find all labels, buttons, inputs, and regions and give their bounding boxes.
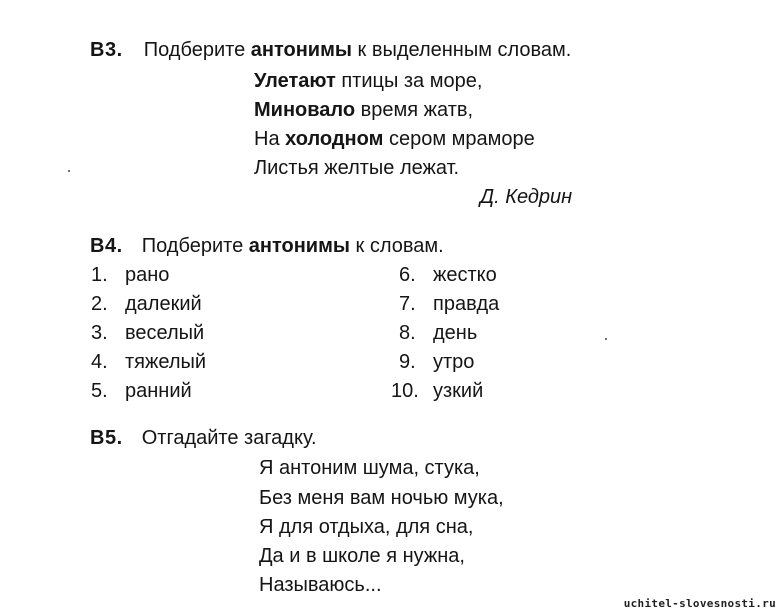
- b3-heading: [90, 38, 571, 62]
- b4-task-bold: антонимы: [248, 235, 350, 257]
- b3-poem-line-3-rest: сером мраморе: [383, 128, 535, 150]
- b4-left-num-1: 1.: [91, 264, 108, 286]
- b3-task-bold: антонимы: [250, 39, 352, 61]
- b5-heading: [90, 426, 317, 450]
- b4-right-word-9: утро: [433, 351, 475, 373]
- b3-poem-line-2-bold: Миновало: [254, 99, 356, 121]
- b3-poem-line-2-rest: время жатв,: [355, 99, 474, 121]
- b3-poem-line-1-bold: Улетают: [254, 70, 336, 92]
- scan-speck: [605, 338, 607, 340]
- b5-tag: B5.: [90, 427, 123, 449]
- b4-heading: [90, 234, 444, 258]
- b4-right-num-7: 7.: [399, 293, 416, 315]
- b5-riddle-line-5: Называюсь...: [259, 574, 382, 596]
- b3-poem-line-4-text: Листья желтые лежат.: [254, 157, 460, 179]
- b4-left-item-3: [91, 321, 204, 345]
- b3-author: Д. Кедрин: [480, 186, 573, 208]
- b3-poem-line-1: [254, 69, 482, 93]
- b4-left-item-4: [91, 350, 206, 374]
- b4-left-word-3: веселый: [125, 322, 205, 344]
- b4-left-num-5: 5.: [91, 380, 108, 402]
- b4-left-num-3: 3.: [91, 322, 108, 344]
- b4-right-item-10: [391, 379, 483, 403]
- b4-right-num-6: 6.: [399, 264, 416, 286]
- b4-right-item-9: [399, 350, 474, 374]
- b3-task-post: к выделенным словам.: [357, 39, 572, 61]
- b4-right-word-10: узкий: [433, 380, 484, 402]
- b3-poem-line-3-bold: холодном: [285, 128, 384, 150]
- b4-tag: B4.: [90, 235, 123, 257]
- b4-left-word-1: рано: [125, 264, 170, 286]
- b4-right-word-8: день: [433, 322, 478, 344]
- b5-task: Отгадайте загадку.: [141, 427, 317, 449]
- b4-right-num-9: 9.: [399, 351, 416, 373]
- b5-riddle-line-4: Да и в школе я нужна,: [259, 545, 465, 567]
- b5-riddle-line-1: Я антоним шума, стука,: [259, 457, 480, 479]
- b4-left-item-2: [91, 292, 202, 316]
- b4-left-word-5: ранний: [125, 380, 192, 402]
- b3-tag: B3.: [90, 39, 123, 61]
- b4-right-item-7: [399, 292, 499, 316]
- b4-right-word-6: жестко: [433, 264, 497, 286]
- b3-poem-line-3-pre: На: [254, 128, 286, 150]
- b4-right-word-7: правда: [433, 293, 500, 315]
- b4-left-item-5: [91, 379, 192, 403]
- watermark: uchitel-slovesnosti.ru: [623, 597, 776, 610]
- b4-right-item-8: [399, 321, 477, 345]
- b4-right-item-6: [399, 263, 497, 287]
- b4-left-item-1: [91, 263, 169, 287]
- b5-riddle-line-3: Я для отдыха, для сна,: [259, 516, 474, 538]
- b4-left-word-4: тяжелый: [125, 351, 207, 373]
- b4-left-word-2: далекий: [125, 293, 202, 315]
- scan-speck: [68, 170, 70, 172]
- b4-left-num-4: 4.: [91, 351, 108, 373]
- b5-riddle-line-2: Без меня вам ночью мука,: [259, 487, 504, 509]
- b4-left-num-2: 2.: [91, 293, 108, 315]
- b3-poem-line-1-rest: птицы за море,: [335, 70, 483, 92]
- b4-right-num-8: 8.: [399, 322, 416, 344]
- b3-poem-line-4: [254, 156, 459, 180]
- b3-poem-line-3: [254, 127, 535, 151]
- b3-poem-line-2: [254, 98, 473, 122]
- b4-right-num-10: 10.: [391, 380, 419, 402]
- b3-task-pre: Подберите: [143, 39, 246, 61]
- b4-task-post: к словам.: [355, 235, 444, 257]
- b4-task-pre: Подберите: [141, 235, 244, 257]
